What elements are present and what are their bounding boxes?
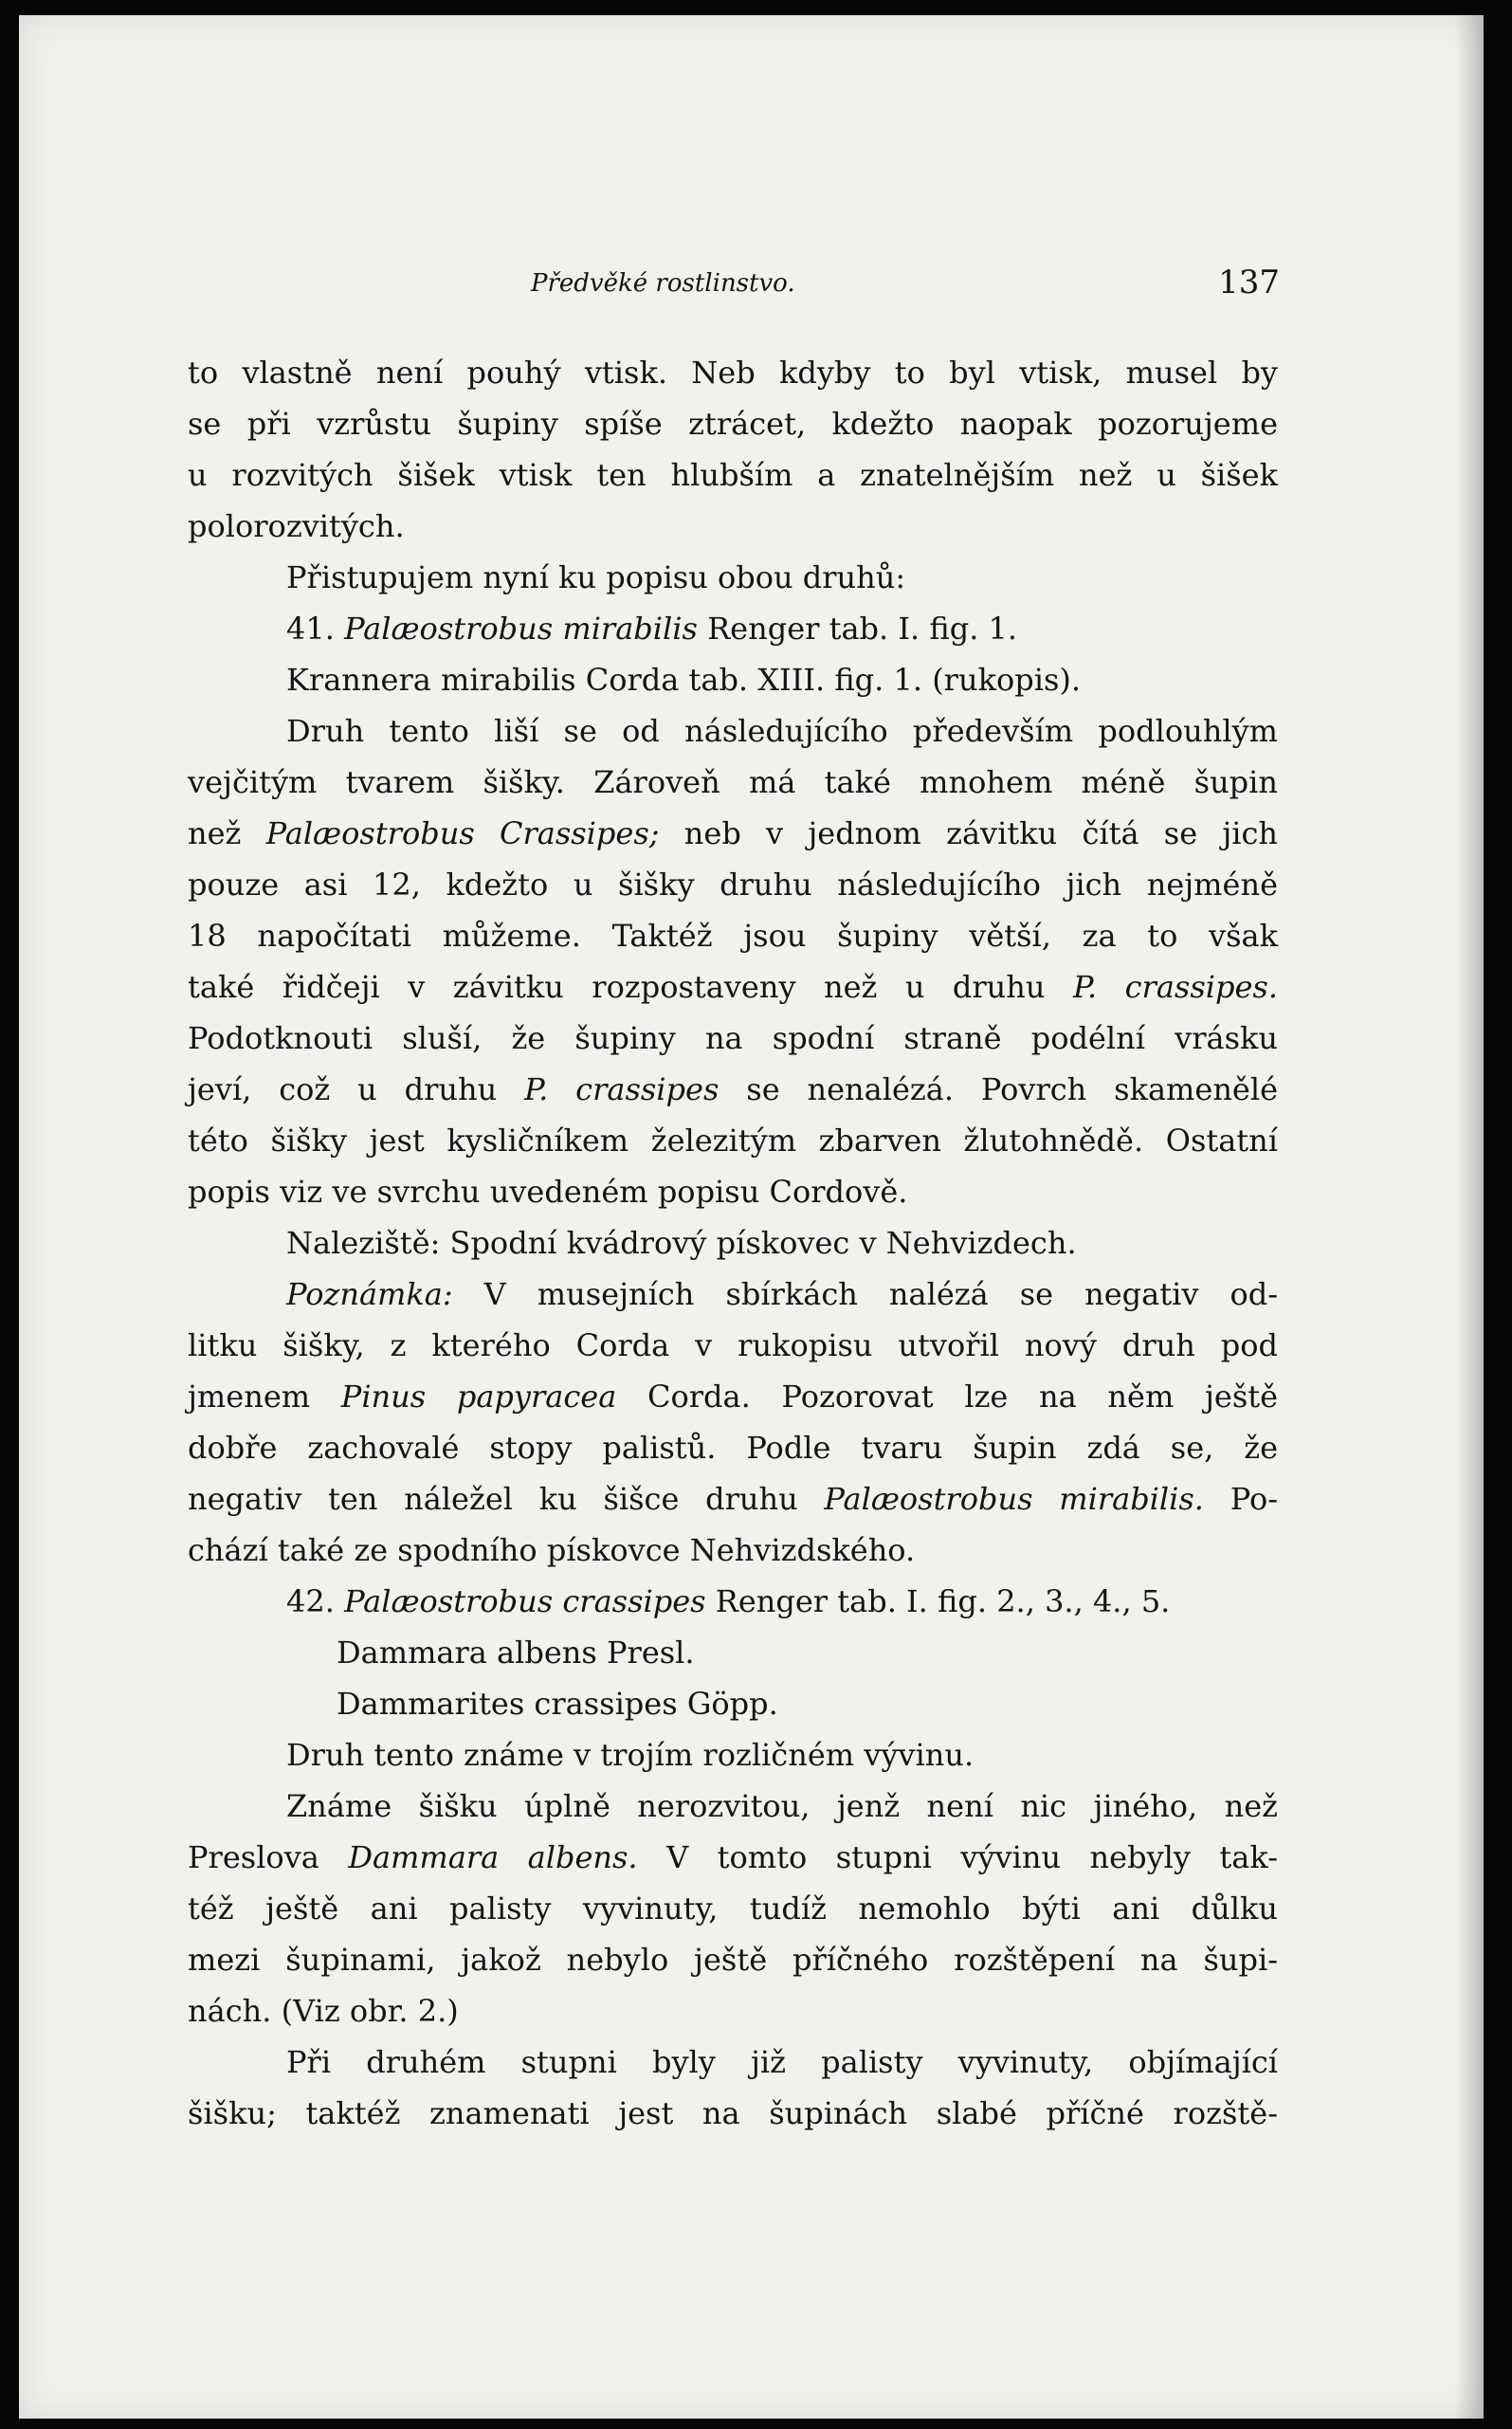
page-number: 137 (1218, 264, 1280, 301)
text-line: šišku; taktéž znamenati jest na šupinách slabé příčné rozště- (188, 2095, 1278, 2131)
text-line: Podotknouti sluší, že šupiny na spodní straně podélní vrásku (188, 1020, 1278, 1056)
page-header (531, 264, 1280, 311)
text-line: pouze asi 12, kdežto u šišky druhu následujícího jich nejméně (188, 867, 1278, 903)
species-name: Palæostrobus mirabilis (344, 611, 698, 647)
text-line: Přistupujem nyní ku popisu obou druhů: (286, 559, 906, 595)
locality-line: Naleziště: Spodní kvádrový pískovec v Nehvizdech. (286, 1225, 1077, 1261)
species-name: Palæostrobus crassipes (344, 1583, 706, 1619)
text-line: litku šišky, z kterého Corda v rukopisu utvořil nový druh pod (188, 1327, 1278, 1363)
text-line: popis viz ve svrchu uvedeném popisu Cordově. (188, 1174, 908, 1210)
synonym-line: Dammarites crassipes Göpp. (337, 1686, 778, 1722)
text-line: Preslova Dammara albens. V tomto stupni vývinu nebyly tak- (188, 1839, 1279, 1875)
text-line: nách. (Viz obr. 2.) (188, 1993, 459, 2029)
text-line: než Palæostrobus Crassipes; neb v jednom závitku čítá se jich (188, 815, 1279, 851)
text-line: to vlastně není pouhý vtisk. Neb kdyby to byl vtisk, musel by (188, 355, 1278, 391)
text-line: Druh tento známe v trojím rozličném vývinu. (286, 1737, 975, 1773)
page-body (188, 347, 1278, 2139)
text-line: dobře zachovalé stopy palistů. Podle tvaru šupin zdá se, že (188, 1430, 1278, 1466)
species-heading-42: 42. Palæostrobus crassipes Renger tab. I. fig. 2., 3., 4., 5. (286, 1583, 1171, 1619)
text-line: vejčitým tvarem šišky. Zároveň má také mnohem méně šupin (188, 764, 1278, 800)
species-heading-41: 41. Palæostrobus mirabilis Renger tab. I. fig. 1. (286, 611, 1018, 647)
text-line: této šišky jest kysličníkem železitým zbarven žlutohnědě. Ostatní (188, 1123, 1278, 1159)
text-line: mezi šupinami, jakož nebylo ještě příčného rozštěpení na šupi- (188, 1942, 1278, 1978)
text-line: jeví, což u druhu P. crassipes se nenalézá. Povrch skamenělé (188, 1071, 1279, 1107)
text-line: Známe šišku úplně nerozvitou, jenž není nic jiného, než (286, 1788, 1278, 1824)
book-page (19, 15, 1484, 2419)
text-line: se při vzrůstu šupiny spíše ztrácet, kdežto naopak pozorujeme (188, 406, 1278, 442)
note-line: Poznámka: V musejních sbírkách nalézá se negativ od- (286, 1276, 1279, 1312)
synonym-line: Krannera mirabilis Corda tab. XIII. fig. 1. (rukopis). (286, 662, 1082, 698)
synonym-line: Dammara albens Presl. (337, 1635, 695, 1671)
text-line: negativ ten náležel ku šišce druhu Palæostrobus mirabilis. Po- (188, 1481, 1279, 1517)
text-line: chází také ze spodního pískovce Nehvizdského. (188, 1532, 916, 1568)
text-line: jmenem Pinus papyracea Corda. Pozorovat lze na něm ještě (188, 1379, 1279, 1415)
text-line: též ještě ani palisty vyvinuty, tudíž nemohlo býti ani důlku (188, 1890, 1278, 1927)
running-title: Předvěké rostlinstvo. (531, 269, 795, 298)
text-line: také řidčeji v závitku rozpostaveny než u druhu P. crassipes. (188, 969, 1279, 1005)
text-line: Druh tento liší se od následujícího především podlouhlým (286, 713, 1278, 749)
text-line: Při druhém stupni byly již palisty vyvinuty, objímající (286, 2044, 1278, 2080)
text-line: polorozvitých. (188, 508, 405, 544)
text-line: 18 napočítati můžeme. Taktéž jsou šupiny větší, za to však (188, 918, 1278, 954)
text-line: u rozvitých šišek vtisk ten hlubším a znatelnějším než u šišek (188, 457, 1278, 493)
